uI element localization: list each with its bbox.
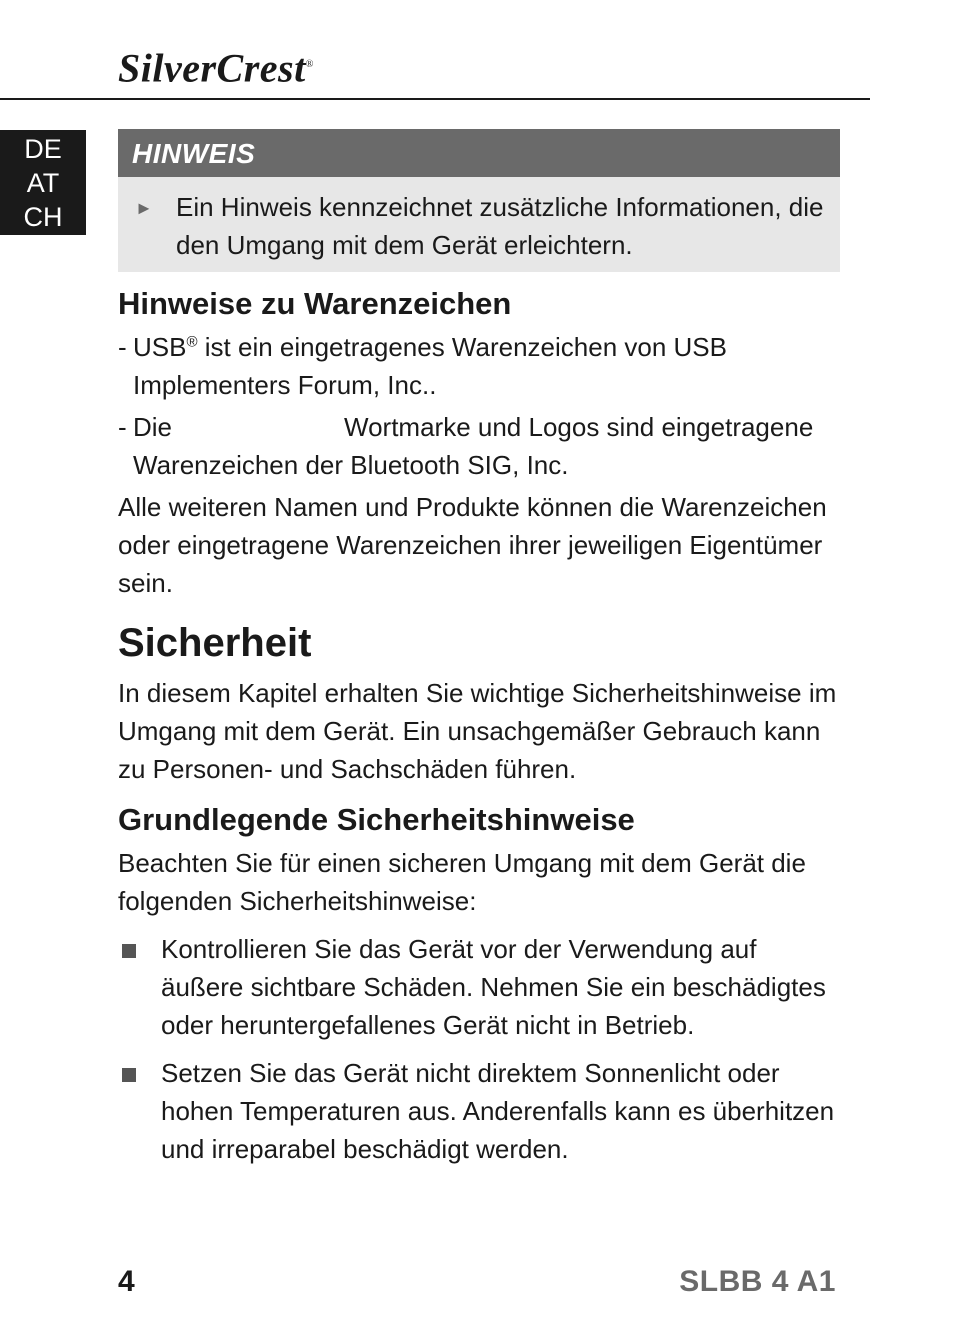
trademarks-heading: Hinweise zu Warenzeichen <box>118 286 512 321</box>
square-bullet-icon <box>122 944 136 958</box>
language-ch: CH <box>23 202 63 232</box>
trademark-item-usb: - USB® ist ein eingetragenes Warenzeichen von USB Implementers Forum, Inc.. <box>118 328 840 404</box>
language-at: AT <box>26 168 60 198</box>
language-de: DE <box>24 134 62 164</box>
dash-marker: - <box>118 412 127 442</box>
page-content <box>118 129 840 1168</box>
header-rule <box>0 98 870 100</box>
dash-marker: - <box>118 332 127 362</box>
basic-safety-intro: Beachten Sie für einen sicheren Umgang mit dem Gerät die folgenden Sicherheitshinweise: <box>118 848 806 916</box>
square-bullet-icon <box>122 1068 136 1082</box>
trademarks-paragraph: Alle weiteren Namen und Produkte können die Warenzeichen oder eingetragene Warenzeichen ihrer jeweiligen Eigentümer sein. <box>118 492 827 598</box>
arrow-right-icon: ► <box>135 198 153 218</box>
model-number: SLBB 4 A1 <box>679 1265 836 1298</box>
silvercrest-logo: SilverCrest® <box>118 45 314 91</box>
safety-intro: In diesem Kapitel erhalten Sie wichtige Sicherheitshinweise im Umgang mit dem Gerät. Ein unsachgemäßer Gebrauch kann zu Personen- und Sachschäden führen. <box>118 678 837 784</box>
note-heading: HINWEIS <box>118 129 840 177</box>
safety-heading: Sicherheit <box>118 621 312 665</box>
trademark-item-bluetooth: - Die Wortmarke und Logos sind eingetragene Warenzeichen der Bluetooth SIG, Inc. <box>118 408 840 484</box>
page-number: 4 <box>118 1265 135 1298</box>
language-tab <box>0 130 86 235</box>
note-body <box>118 177 840 272</box>
list-item: Setzen Sie das Gerät nicht direktem Sonnenlicht oder hohen Temperaturen aus. Anderenfalls kann es überhitzen und irreparabel beschädigt werden. <box>118 1054 840 1168</box>
list-item: Kontrollieren Sie das Gerät vor der Verwendung auf äußere sichtbare Schäden. Nehmen Sie ein beschädigtes oder heruntergefallenes Gerät nicht in Betrieb. <box>118 930 840 1044</box>
note-box <box>118 129 840 272</box>
note-text: Ein Hinweis kennzeichnet zusätzliche Informationen, die den Umgang mit dem Gerät erleichtern. <box>176 192 824 260</box>
basic-safety-heading: Grundlegende Sicherheitshinweise <box>118 802 635 837</box>
